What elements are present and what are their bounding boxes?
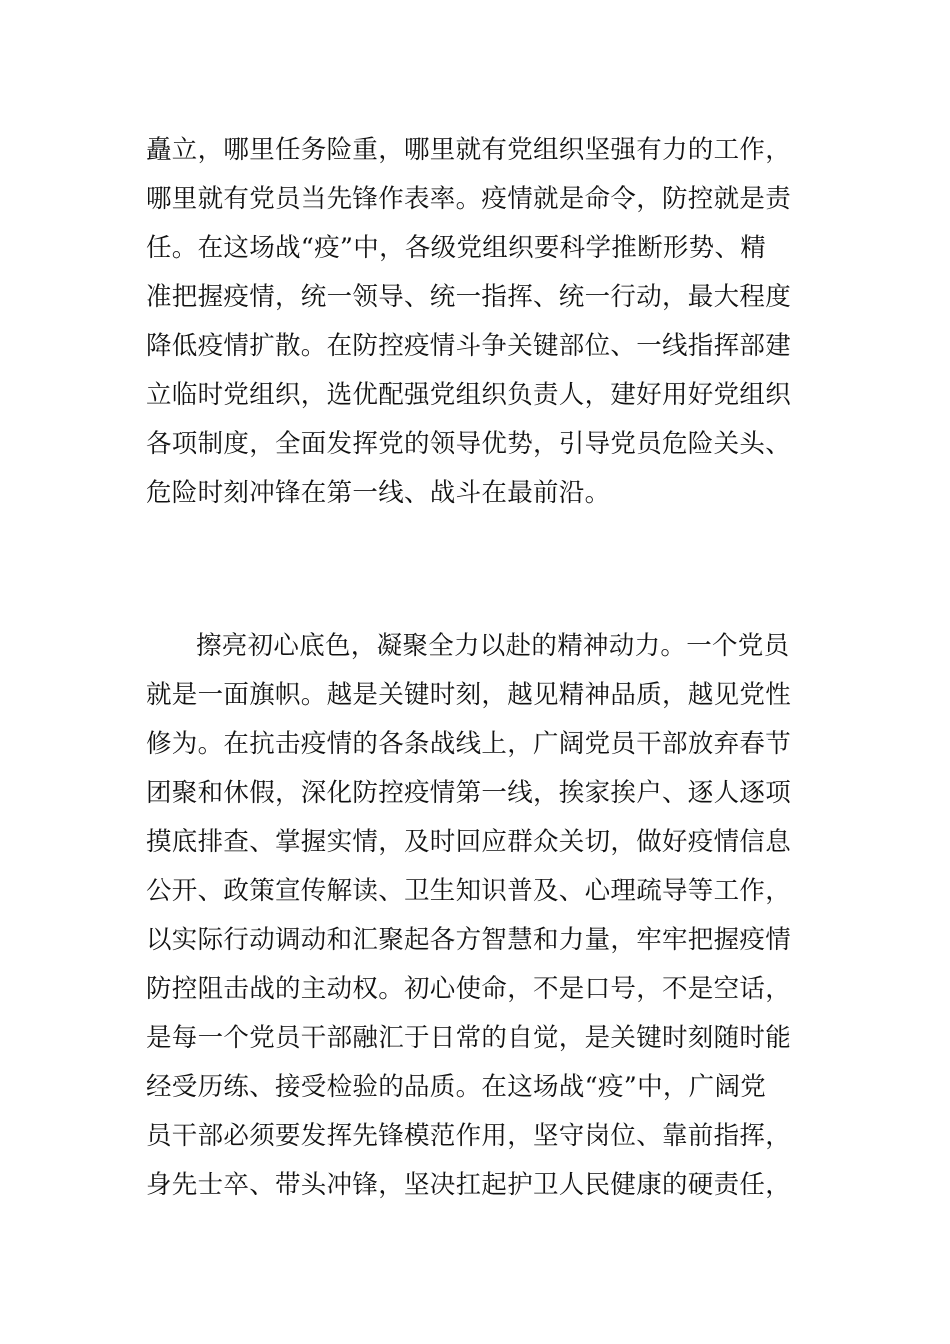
text-line: 防控阻击战的主动权。初心使命，不是口号，不是空话， <box>146 974 792 1004</box>
text-line: 矗立，哪里任务险重，哪里就有党组织坚强有力的工作， <box>146 135 792 165</box>
text-line: 任。在这场战“疫”中，各级党组织要科学推断形势、精 <box>146 233 767 263</box>
text-line: 擦亮初心底色，凝聚全力以赴的精神动力。一个党员 <box>196 631 790 661</box>
text-line: 摸底排查、掌握实情，及时回应群众关切，做好疫情信息 <box>146 827 792 857</box>
text-line: 以实际行动调动和汇聚起各方智慧和力量，牢牢把握疫情 <box>146 925 792 955</box>
text-line: 身先士卒、带头冲锋，坚决扛起护卫人民健康的硬责任， <box>146 1170 792 1200</box>
text-line: 修为。在抗击疫情的各条战线上，广阔党员干部放弃春节 <box>146 729 792 759</box>
text-line: 公开、政策宣传解读、卫生知识普及、心理疏导等工作， <box>146 876 792 906</box>
text-line: 各项制度，全面发挥党的领导优势，引导党员危险关头、 <box>146 429 792 459</box>
text-line: 危险时刻冲锋在第一线、战斗在最前沿。 <box>146 478 611 508</box>
text-line: 立临时党组织，选优配强党组织负责人，建好用好党组织 <box>146 380 792 410</box>
text-line: 经受历练、接受检验的品质。在这场战“疫”中，广阔党 <box>146 1072 767 1102</box>
text-line: 是每一个党员干部融汇于日常的自觉，是关键时刻随时能 <box>146 1023 792 1053</box>
text-line: 团聚和休假，深化防控疫情第一线，挨家挨户、逐人逐项 <box>146 778 792 808</box>
text-line: 哪里就有党员当先锋作表率。疫情就是命令，防控就是责 <box>146 184 792 214</box>
text-line: 降低疫情扩散。在防控疫情斗争关键部位、一线指挥部建 <box>146 331 792 361</box>
text-line: 员干部必须要发挥先锋模范作用，坚守岗位、靠前指挥， <box>146 1121 792 1151</box>
text-line: 就是一面旗帜。越是关键时刻，越见精神品质，越见党性 <box>146 680 792 710</box>
text-line: 准把握疫情，统一领导、统一指挥、统一行动，最大程度 <box>146 282 792 312</box>
